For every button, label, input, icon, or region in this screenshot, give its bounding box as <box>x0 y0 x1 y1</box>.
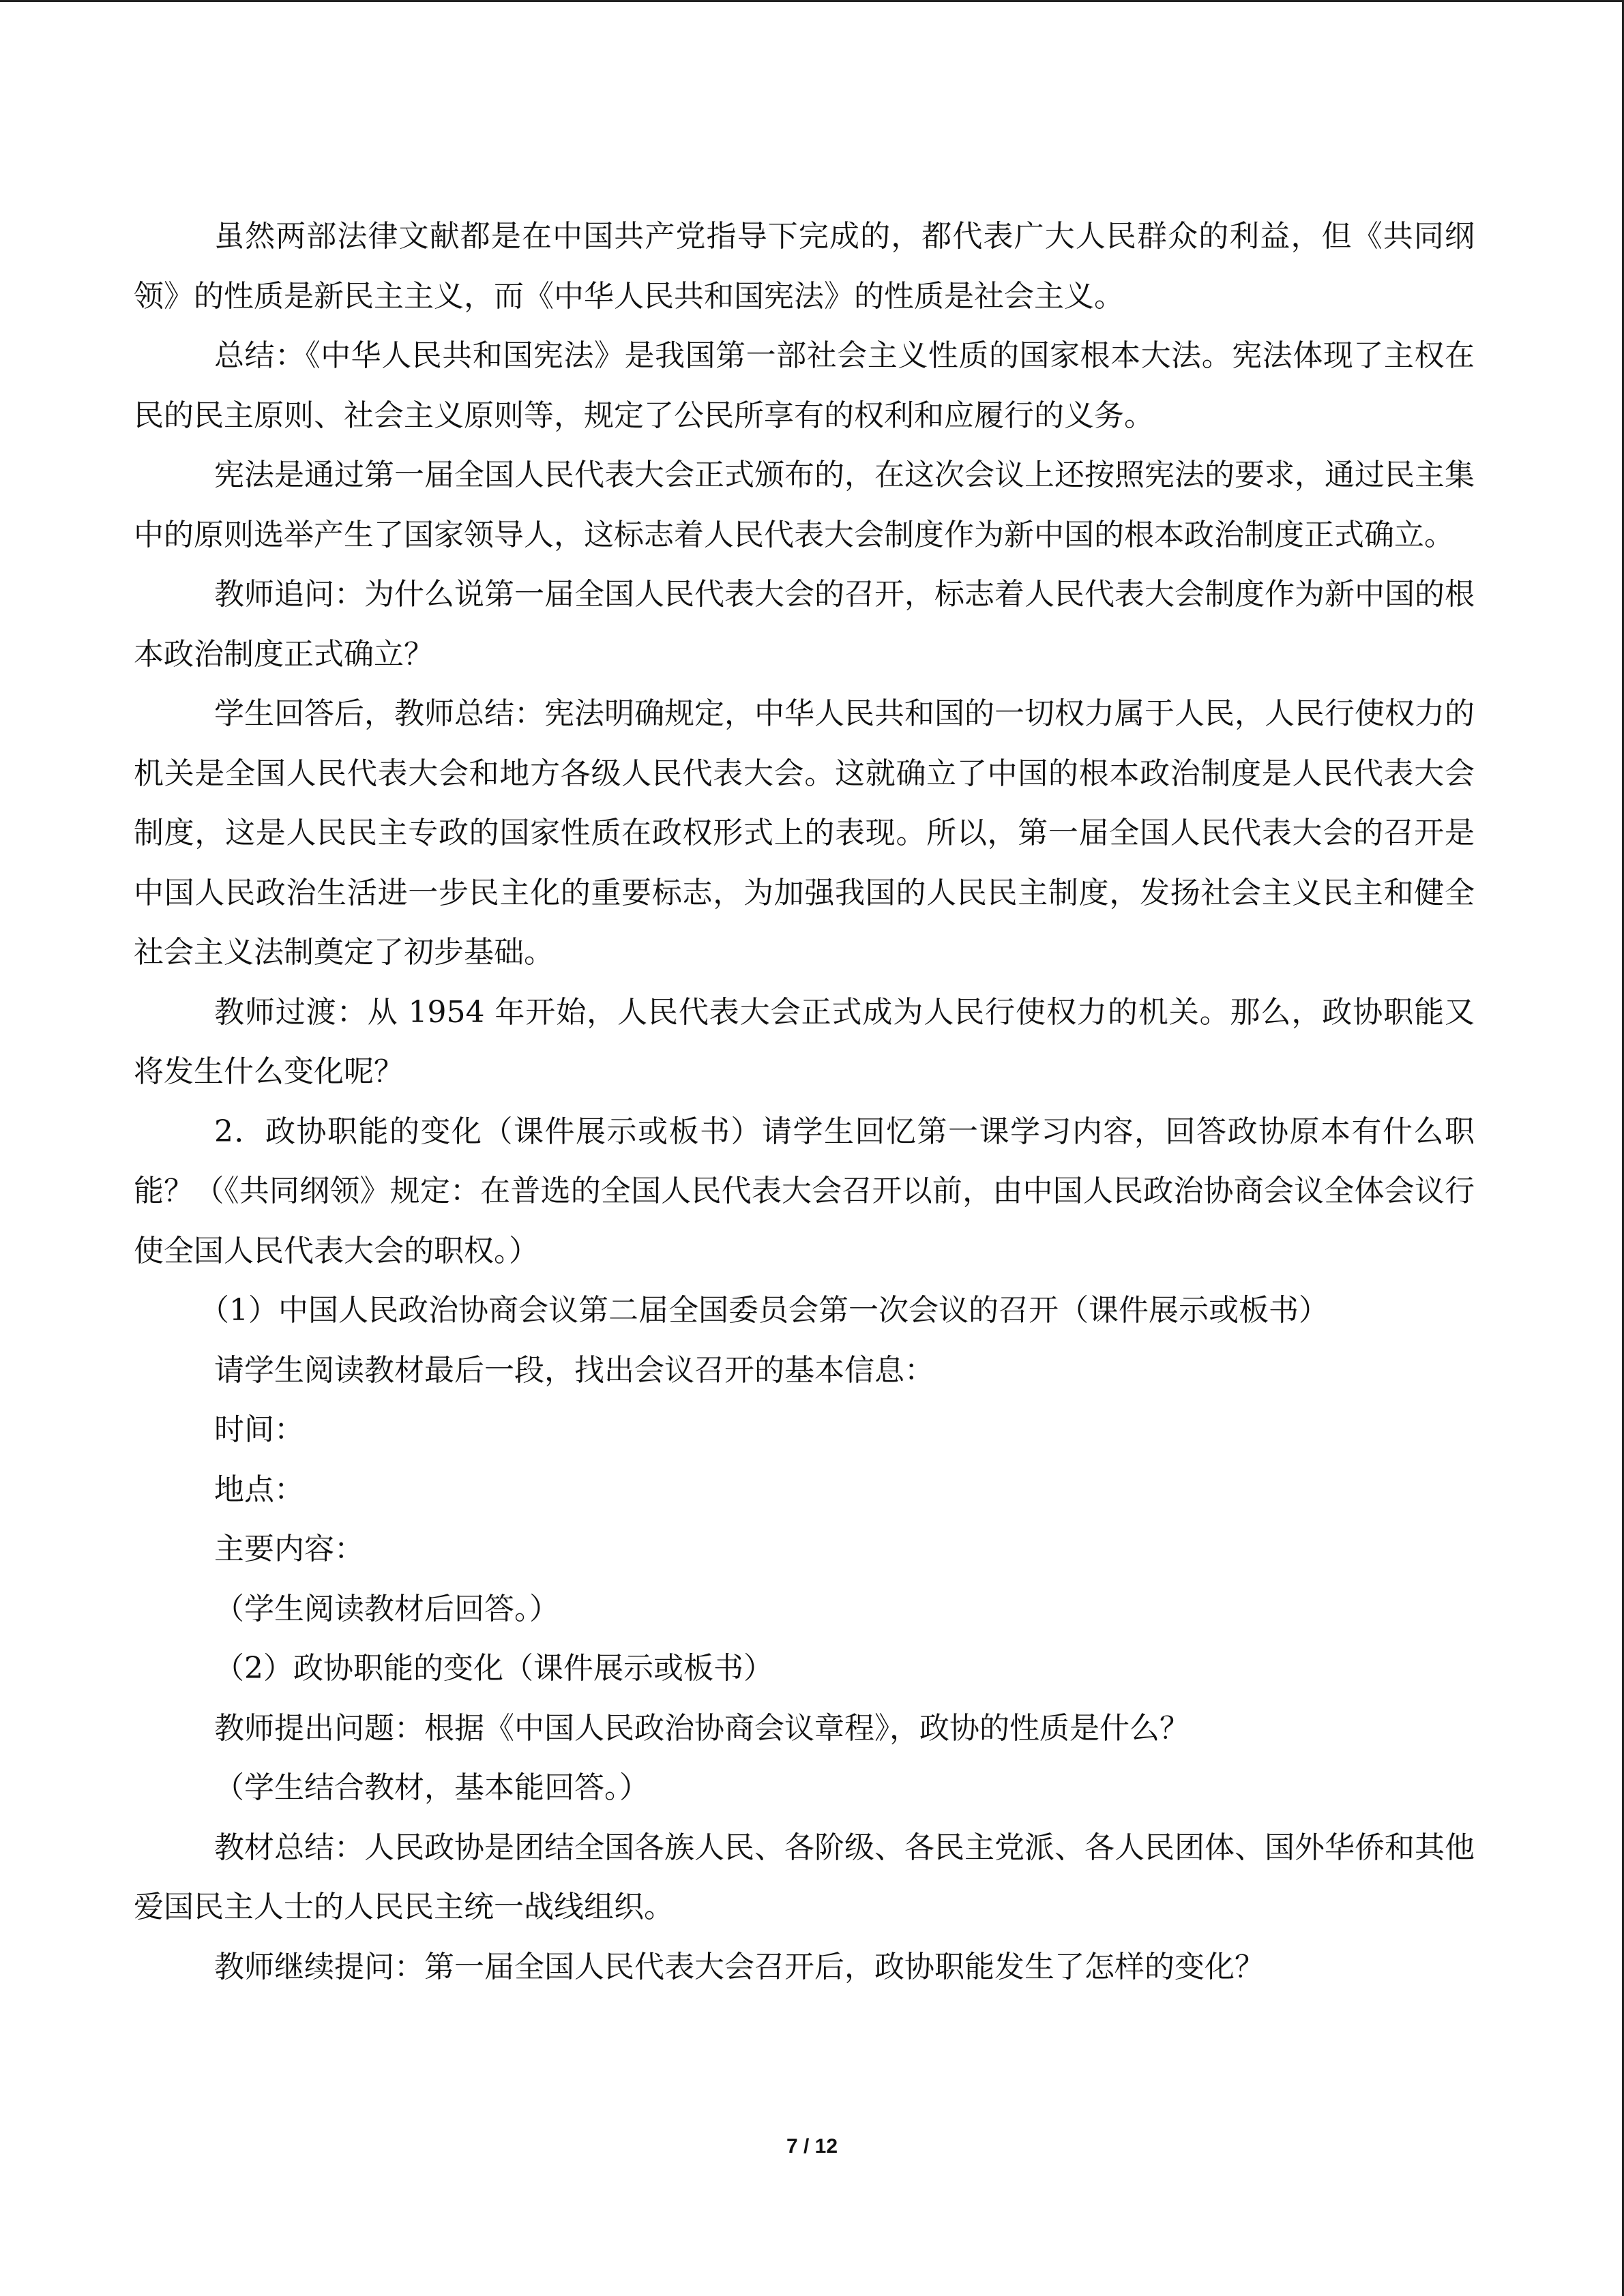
paragraph: （2）政协职能的变化（课件展示或板书） <box>214 1651 773 1686</box>
paragraph: 教材总结：人民政协是团结全国各族人民、各阶级、各民主党派、各人民团体、国外华侨和其他爱国民主人士的人民民主统一战线组织。 <box>134 1830 1475 1924</box>
paragraph: 请学生阅读教材最后一段，找出会议召开的基本信息： <box>214 1352 934 1388</box>
paragraph: 地点： <box>214 1472 304 1507</box>
document-body <box>134 207 1475 1997</box>
page-number: 7 / 12 <box>786 2135 838 2158</box>
paragraph: 教师继续提问：第一届全国人民代表大会召开后，政协职能发生了怎样的变化？ <box>214 1949 1265 1984</box>
paragraph: 教师提出问题：根据《中国人民政治协商会议章程》，政协的性质是什么？ <box>214 1710 1190 1746</box>
paragraph: 总结：《中华人民共和国宪法》是我国第一部社会主义性质的国家根本大法。宪法体现了主权在民的民主原则、社会主义原则等，规定了公民所享有的权利和应履行的义务。 <box>134 338 1475 433</box>
paragraph: 学生回答后，教师总结：宪法明确规定，中华人民共和国的一切权力属于人民，人民行使权力的机关是全国人民代表大会和地方各级人民代表大会。这就确立了中国的根本政治制度是人民代表大会制度，这是人民民主专政的国家性质在政权形式上的表现。所以，第一届全国人民代表大会的召开是中国人民政治生活进一步民主化的重要标志，为加强我国的人民民主制度，发扬社会主义民主和健全社会主义法制奠定了初步基础。 <box>134 696 1475 970</box>
paragraph: （1）中国人民政治协商会议第二届全国委员会第一次会议的召开（课件展示或板书） <box>199 1293 1329 1328</box>
paragraph: 教师追问：为什么说第一届全国人民代表大会的召开，标志着人民代表大会制度作为新中国的根本政治制度正式确立？ <box>134 577 1475 672</box>
paragraph: 宪法是通过第一届全国人民代表大会正式颁布的，在这次会议上还按照宪法的要求，通过民主集中的原则选举产生了国家领导人，这标志着人民代表大会制度作为新中国的根本政治制度正式确立。 <box>134 458 1475 552</box>
paragraph: （学生结合教材，基本能回答。） <box>214 1770 649 1805</box>
paragraph: 2．政协职能的变化（课件展示或板书）请学生回忆第一课学习内容，回答政协原本有什么职能？（《共同纲领》规定：在普选的全国人民代表大会召开以前，由中国人民政治协商会议全体会议行使全国人民代表大会的职权。） <box>134 1114 1475 1268</box>
paragraph: 时间： <box>214 1412 304 1447</box>
paragraph: 主要内容： <box>214 1532 364 1566</box>
paragraph: 虽然两部法律文献都是在中国共产党指导下完成的，都代表广大人民群众的利益，但《共同纲领》的性质是新民主主义，而《中华人民共和国宪法》的性质是社会主义。 <box>134 219 1475 314</box>
paragraph: （学生阅读教材后回答。） <box>214 1591 559 1626</box>
paragraph: 教师过渡：从 1954 年开始，人民代表大会正式成为人民行使权力的机关。那么，政协职能又将发生什么变化呢？ <box>134 994 1475 1089</box>
